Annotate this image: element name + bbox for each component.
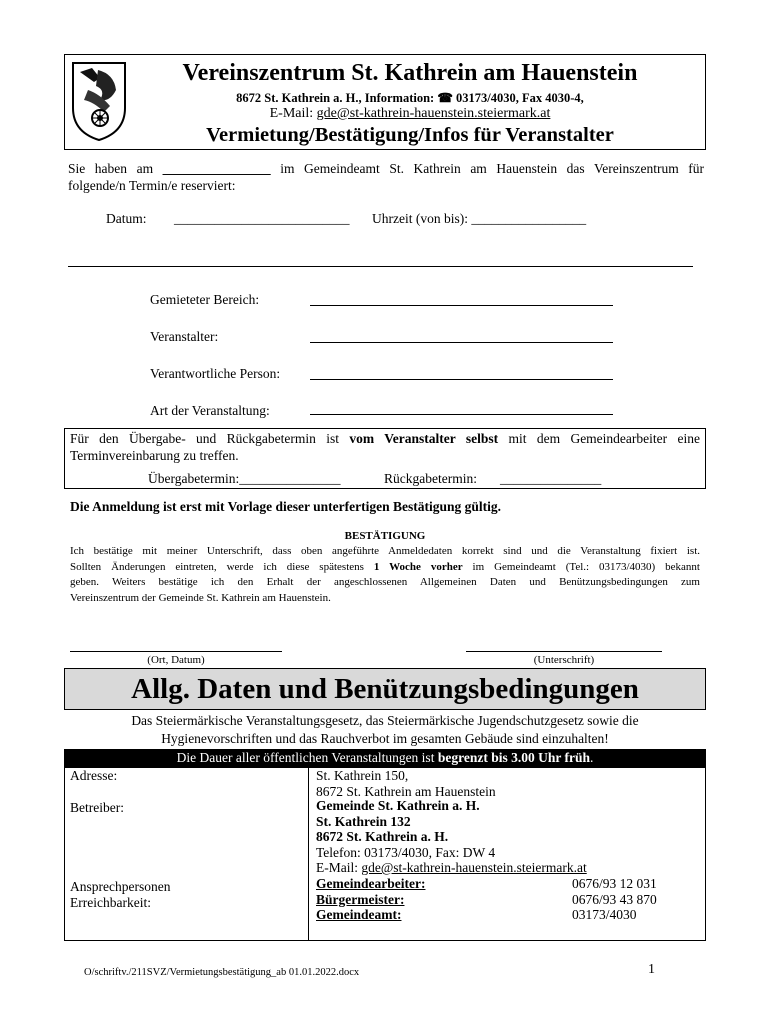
field-line-veranstalter[interactable] <box>310 342 613 343</box>
betreiber-label: Betreiber: <box>70 800 124 815</box>
datum-label: Datum: <box>106 211 147 226</box>
betreiber-value: Gemeinde St. Kathrein a. H. St. Kathrein 132 8672 St. Kathrein a. H. Telefon: 03173/4030, Fax: DW 4 E-Mail: gde@st-kathrein-hauenstein.steiermark.at <box>316 798 587 875</box>
page-number: 1 <box>648 962 655 977</box>
intro-text: Sie haben am ________________ im Gemeindeamt St. Kathrein am Hauenstein das Vereinszentrum für folgende/n Termin/e reserviert: <box>68 161 704 193</box>
email-link[interactable]: gde@st-kathrein-hauenstein.steiermark.at <box>316 106 551 121</box>
field-label-bereich: Gemieteter Bereich: <box>150 292 260 307</box>
separator-line <box>68 266 693 267</box>
field-line-art[interactable] <box>310 414 613 415</box>
uhrzeit-field[interactable]: Uhrzeit (von bis): _________________ <box>372 211 587 226</box>
page-title: Vereinszentrum St. Kathrein am Hauenstein <box>182 60 638 86</box>
role-gemeindearbeiter: Gemeindearbeiter: <box>316 876 426 891</box>
betreiber-email-link[interactable]: gde@st-kathrein-hauenstein.steiermark.at <box>361 860 587 875</box>
phone-buergermeister: 0676/93 43 870 <box>572 891 657 907</box>
rueckgabe-label: Rückgabetermin: <box>384 471 477 486</box>
adresse-value: St. Kathrein 150, 8672 St. Kathrein am Hauenstein <box>316 768 496 799</box>
confirmation-title: BESTÄTIGUNG <box>344 530 426 542</box>
validity-notice: Die Anmeldung ist erst mit Vorlage dieser unterfertigen Bestätigung gültig. <box>70 499 501 514</box>
unterschrift-label: (Unterschrift) <box>533 654 595 666</box>
conditions-title: Allg. Daten und Benützungsbedingungen <box>64 668 706 710</box>
handover-text: Für den Übergabe- und Rückgabetermin ist vom Veranstalter selbst mit dem Gemeindearbeiter eine Terminvereinbarung zu treffen. <box>70 431 700 463</box>
contact-roles <box>316 876 425 923</box>
signature-line-right[interactable] <box>466 651 662 652</box>
phone-gemeindeamt: 03173/4030 <box>572 907 637 922</box>
conditions-intro: Das Steiermärkische Veranstaltungsgesetz, das Steiermärkische Jugendschutzgesetz sowie die Hygienevorschriften und das Rauchverbot im gesamten Gebäude sind einzuhalten! <box>131 713 639 746</box>
rueckgabe-line[interactable]: _______________ <box>500 471 602 486</box>
datum-line[interactable]: __________________________ <box>174 211 350 226</box>
time-limit-bar: Die Dauer aller öffentlichen Veranstaltungen ist begrenzt bis 3.00 Uhr früh. <box>64 749 706 767</box>
role-gemeindeamt: Gemeindeamt: <box>316 907 402 922</box>
role-buergermeister: Bürgermeister: <box>316 891 405 907</box>
ort-datum-label: (Ort, Datum) <box>147 654 205 666</box>
field-label-person: Verantwortliche Person: <box>150 366 281 381</box>
adresse-label: Adresse: <box>70 768 118 783</box>
field-label-veranstalter: Veranstalter: <box>150 329 219 344</box>
field-line-bereich[interactable] <box>310 305 613 306</box>
table-divider <box>308 767 309 941</box>
contact-label: Ansprechpersonen Erreichbarkeit: <box>70 879 171 910</box>
coat-of-arms-icon <box>70 60 128 142</box>
field-line-person[interactable] <box>310 379 613 380</box>
contact-phones <box>572 876 657 923</box>
header-info: 8672 St. Kathrein a. H., Information: ☎ 03173/4030, Fax 4030-4, <box>236 91 584 105</box>
page-subtitle: Vermietung/Bestätigung/Infos für Veranstalter <box>206 124 614 146</box>
uebergabe-field[interactable]: Übergabetermin:_______________ <box>148 471 341 486</box>
signature-line-left[interactable] <box>70 651 282 652</box>
phone-gemeindearbeiter: 0676/93 12 031 <box>572 876 657 891</box>
footer-path: O/schriftv./211SVZ/Vermietungsbestätigung_ab 01.01.2022.docx <box>84 967 360 978</box>
field-label-art: Art der Veranstaltung: <box>150 403 270 418</box>
header-email: E-Mail: gde@st-kathrein-hauenstein.steiermark.at <box>269 106 551 121</box>
confirmation-text: Ich bestätige mit meiner Unterschrift, dass oben angeführte Anmeldedaten korrekt sind und die Veranstaltung fixiert ist. Sollten Änderungen eintreten, werde ich diese spätestens 1 Woche vorher im Gemeindeamt (Tel.: 03173/4030) bekannt geben. Weiters bestätige ich den Erhalt der angeschlossenen Allgemeinen Daten und Benützungsbedingungen zum Vereinszentrum der Gemeinde St. Kathrein am Hauenstein. <box>70 545 700 604</box>
